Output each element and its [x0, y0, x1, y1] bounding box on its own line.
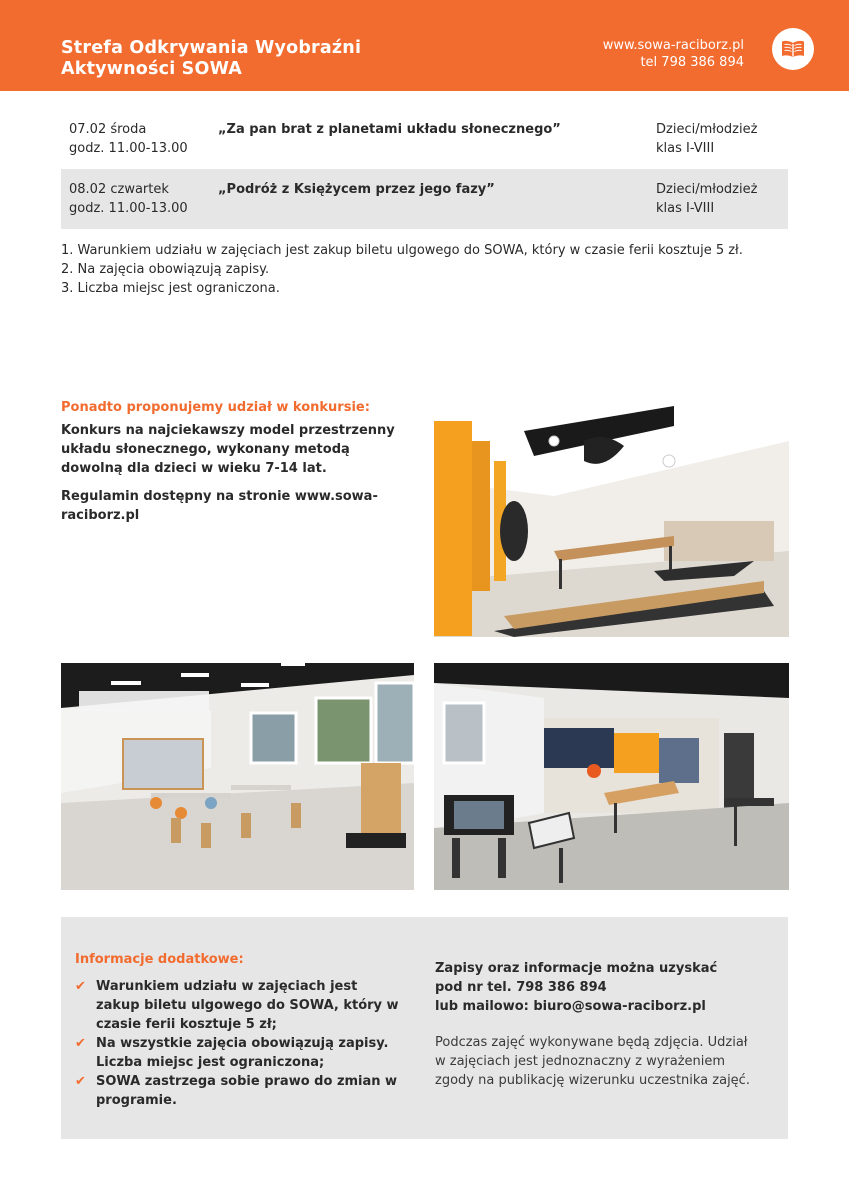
classroom-photo	[61, 663, 414, 890]
registration-contact	[435, 959, 765, 1016]
contest-rules: Regulamin dostępny na stronie www.sowa-raciborz.pl	[61, 489, 378, 523]
schedule-time: godz. 11.00-13.00	[69, 201, 188, 216]
note-item: 2. Na zajęcia obowiązują zapisy.	[61, 262, 270, 277]
note-item: 3. Liczba miejsc jest ograniczona.	[61, 281, 280, 296]
schedule-title: „Za pan brat z planetami układu słonecznego”	[218, 122, 561, 137]
audience-line-2: klas I-VIII	[656, 201, 715, 216]
list-item	[75, 1034, 405, 1072]
contest-description: Konkurs na najciekawszy model przestrzenny układu słonecznego, wykonany metodą dowolną dla dzieci w wieku 7-14 lat.	[61, 423, 395, 476]
check-icon: ✔	[75, 1036, 86, 1051]
schedule-audience	[656, 180, 757, 218]
contest-section	[61, 398, 411, 525]
exhibition-hall-photo	[434, 401, 789, 637]
check-icon: ✔	[75, 1074, 86, 1089]
list-item	[75, 977, 405, 1034]
exhibition-wall-photo	[434, 663, 789, 890]
contact-phone: pod nr tel. 798 386 894	[435, 980, 607, 995]
schedule-title: „Podróż z Księżycem przez jego fazy”	[218, 182, 495, 197]
title-line-2: Aktywności SOWA	[61, 59, 243, 79]
schedule-date	[69, 180, 188, 218]
note-item: 1. Warunkiem udziału w zajęciach jest zakup biletu ulgowego do SOWA, który w czasie ferii kosztuje 5 zł.	[61, 243, 743, 258]
page-title	[61, 38, 361, 80]
open-book-icon	[772, 28, 814, 70]
contact-email[interactable]: lub mailowo: biuro@sowa-raciborz.pl	[435, 999, 706, 1014]
contact-line: Zapisy oraz informacje można uzyskać	[435, 961, 718, 976]
schedule-day: 08.02 czwartek	[69, 182, 169, 197]
schedule-day: 07.02 środa	[69, 122, 147, 137]
schedule-audience	[656, 120, 757, 158]
info-list	[75, 977, 405, 1110]
audience-line-1: Dzieci/młodzież	[656, 122, 758, 137]
participation-notes	[61, 241, 801, 298]
schedule-row	[61, 109, 788, 169]
additional-info-box	[61, 917, 788, 1139]
contest-heading: Ponadto proponujemy udział w konkursie:	[61, 400, 370, 415]
phone-number: tel 798 386 894	[640, 55, 744, 70]
info-item-text: Warunkiem udziału w zajęciach jest zakup biletu ulgowego do SOWA, który w czasie ferii kosztuje 5 zł;	[96, 979, 399, 1032]
info-item-text: Na wszystkie zajęcia obowiązują zapisy. Liczba miejsc jest ograniczona;	[96, 1036, 389, 1070]
schedule-table	[61, 109, 788, 229]
check-icon: ✔	[75, 979, 86, 994]
header-bar	[0, 0, 849, 91]
header-contact	[603, 37, 744, 71]
audience-line-2: klas I-VIII	[656, 141, 715, 156]
info-heading: Informacje dodatkowe:	[75, 952, 244, 967]
list-item	[75, 1072, 405, 1110]
schedule-time: godz. 11.00-13.00	[69, 141, 188, 156]
info-item-text: SOWA zastrzega sobie prawo do zmian w programie.	[96, 1074, 398, 1108]
photo-consent-note: Podczas zajęć wykonywane będą zdjęcia. Udział w zajęciach jest jednoznaczny z wyrażeniem zgody na publikację wizerunku uczestnika zajęć.	[435, 1035, 750, 1088]
title-line-1: Strefa Odkrywania Wyobraźni	[61, 38, 362, 58]
schedule-row	[61, 169, 788, 229]
audience-line-1: Dzieci/młodzież	[656, 182, 758, 197]
website-link[interactable]: www.sowa-raciborz.pl	[602, 38, 744, 53]
schedule-date	[69, 120, 188, 158]
